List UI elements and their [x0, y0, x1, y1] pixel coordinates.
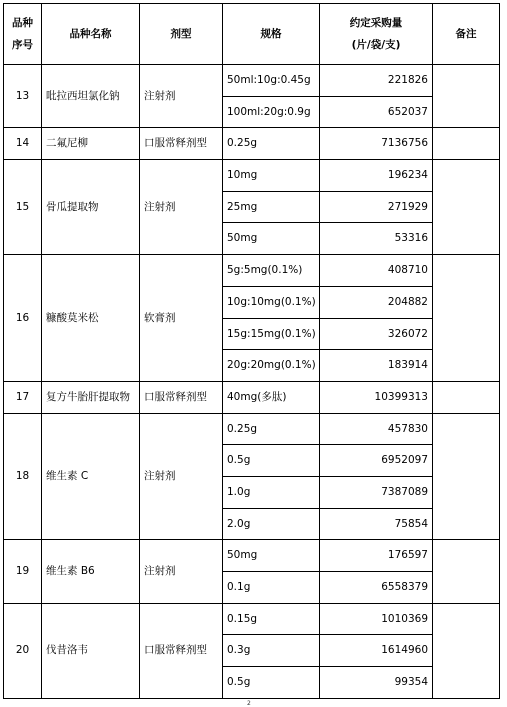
- header-index: 品种 序号: [4, 4, 42, 65]
- cell-index: 16: [4, 255, 42, 382]
- cell-spec: 5g:5mg(0.1%): [223, 255, 320, 287]
- cell-name: 糠酸莫米松: [42, 255, 140, 382]
- cell-spec: 0.25g: [223, 128, 320, 160]
- cell-qty: 75854: [320, 508, 433, 540]
- header-qty: 约定采购量 (片/袋/支): [320, 4, 433, 65]
- cell-qty: 53316: [320, 223, 433, 255]
- cell-form: 注射剂: [140, 540, 223, 603]
- cell-spec: 50mg: [223, 540, 320, 572]
- cell-note: [433, 255, 500, 382]
- table-row: [4, 540, 500, 572]
- table-row: [4, 381, 500, 413]
- table-row: [4, 65, 500, 97]
- cell-name: 维生素 B6: [42, 540, 140, 603]
- header-note: 备注: [433, 4, 500, 65]
- cell-form: 口服常释剂型: [140, 128, 223, 160]
- page-number: 2: [247, 700, 251, 707]
- cell-form: 注射剂: [140, 160, 223, 255]
- cell-qty: 1010369: [320, 603, 433, 635]
- cell-note: [433, 160, 500, 255]
- cell-spec: 0.3g: [223, 635, 320, 667]
- cell-index: 13: [4, 65, 42, 128]
- cell-qty: 6558379: [320, 572, 433, 604]
- cell-qty: 6952097: [320, 445, 433, 477]
- cell-spec: 25mg: [223, 191, 320, 223]
- cell-spec: 100ml:20g:0.9g: [223, 96, 320, 128]
- cell-name: 伐昔洛韦: [42, 603, 140, 698]
- cell-spec: 0.25g: [223, 413, 320, 445]
- cell-name: 吡拉西坦氯化钠: [42, 65, 140, 128]
- cell-qty: 7136756: [320, 128, 433, 160]
- cell-name: 复方牛胎肝提取物: [42, 381, 140, 413]
- procurement-table: [3, 3, 500, 699]
- cell-index: 20: [4, 603, 42, 698]
- cell-spec: 2.0g: [223, 508, 320, 540]
- cell-spec: 0.5g: [223, 445, 320, 477]
- header-name: 品种名称: [42, 4, 140, 65]
- table-row: [4, 413, 500, 445]
- cell-note: [433, 128, 500, 160]
- table-row: [4, 603, 500, 635]
- cell-qty: 176597: [320, 540, 433, 572]
- header-form: 剂型: [140, 4, 223, 65]
- cell-spec: 20g:20mg(0.1%): [223, 350, 320, 382]
- cell-name: 维生素 C: [42, 413, 140, 540]
- cell-qty: 271929: [320, 191, 433, 223]
- cell-spec: 40mg(多肽): [223, 381, 320, 413]
- header-spec: 规格: [223, 4, 320, 65]
- cell-spec: 10mg: [223, 160, 320, 192]
- cell-spec: 50ml:10g:0.45g: [223, 65, 320, 97]
- table-header: [4, 4, 500, 65]
- cell-qty: 457830: [320, 413, 433, 445]
- cell-name: 骨瓜提取物: [42, 160, 140, 255]
- cell-index: 14: [4, 128, 42, 160]
- cell-note: [433, 381, 500, 413]
- cell-note: [433, 413, 500, 540]
- cell-qty: 408710: [320, 255, 433, 287]
- cell-index: 17: [4, 381, 42, 413]
- cell-note: [433, 540, 500, 603]
- cell-index: 18: [4, 413, 42, 540]
- cell-qty: 221826: [320, 65, 433, 97]
- cell-form: 口服常释剂型: [140, 603, 223, 698]
- cell-qty: 99354: [320, 667, 433, 699]
- cell-qty: 10399313: [320, 381, 433, 413]
- cell-qty: 7387089: [320, 476, 433, 508]
- cell-index: 19: [4, 540, 42, 603]
- cell-index: 15: [4, 160, 42, 255]
- cell-qty: 326072: [320, 318, 433, 350]
- cell-spec: 1.0g: [223, 476, 320, 508]
- cell-spec: 15g:15mg(0.1%): [223, 318, 320, 350]
- table-row: [4, 128, 500, 160]
- cell-form: 软膏剂: [140, 255, 223, 382]
- table-body: [4, 65, 500, 699]
- cell-qty: 652037: [320, 96, 433, 128]
- cell-form: 注射剂: [140, 413, 223, 540]
- cell-qty: 183914: [320, 350, 433, 382]
- table-row: [4, 160, 500, 192]
- cell-note: [433, 603, 500, 698]
- cell-spec: 0.1g: [223, 572, 320, 604]
- cell-qty: 204882: [320, 286, 433, 318]
- cell-form: 口服常释剂型: [140, 381, 223, 413]
- cell-form: 注射剂: [140, 65, 223, 128]
- table-row: [4, 255, 500, 287]
- cell-note: [433, 65, 500, 128]
- cell-spec: 10g:10mg(0.1%): [223, 286, 320, 318]
- cell-qty: 196234: [320, 160, 433, 192]
- cell-qty: 1614960: [320, 635, 433, 667]
- cell-spec: 50mg: [223, 223, 320, 255]
- cell-spec: 0.15g: [223, 603, 320, 635]
- cell-name: 二氟尼柳: [42, 128, 140, 160]
- cell-spec: 0.5g: [223, 667, 320, 699]
